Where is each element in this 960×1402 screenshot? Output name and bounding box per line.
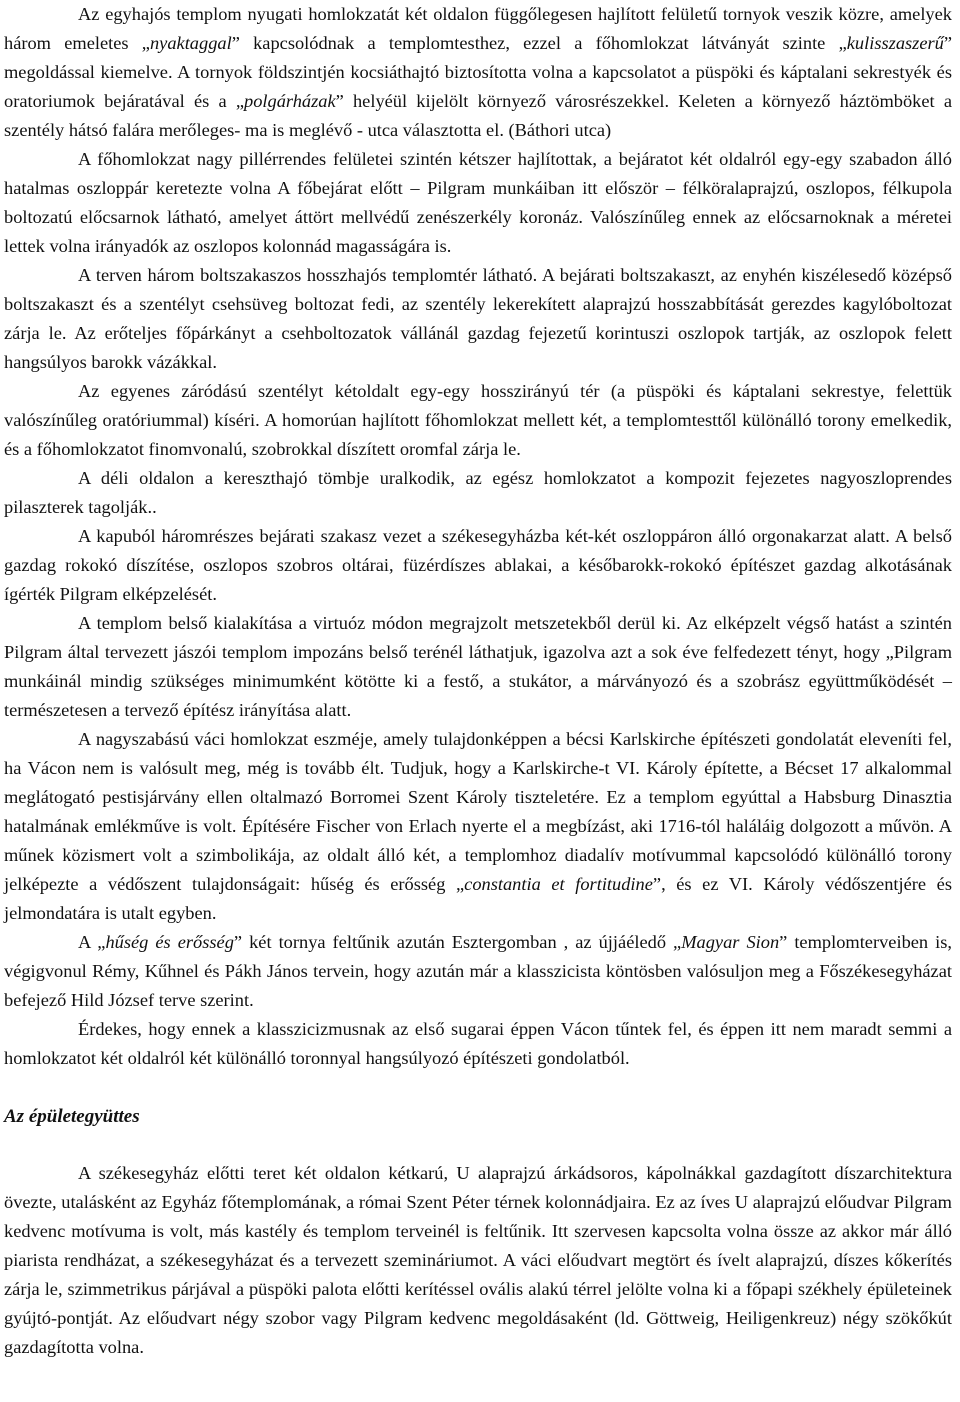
italic-text: constantia et fortitudine — [464, 874, 653, 894]
text-run: Az egyhajós templom nyugati homlokzatát két oldalon függőlegesen hajlított felületű tornyok veszik közre, amelyek három emeletes „ — [4, 4, 952, 53]
paragraph — [4, 0, 952, 145]
italic-text: hűség és erősség — [105, 932, 234, 952]
paragraph — [4, 928, 952, 1015]
text-run: ” megoldással kiemelve. A tornyok földszintjén kocsiáthajtó biztosította volna a kapcsolatot a püspöki és káptalani sekrestyék és oratoriumok bejáratával és a „ — [4, 33, 953, 111]
text-run: ” két tornya feltűnik azután Esztergomban , az újjáéledő „ — [233, 932, 682, 952]
italic-text: nyaktaggal — [149, 33, 232, 53]
body-section-1 — [4, 0, 952, 1073]
text-run: A kapuból háromrészes bejárati szakasz vezet a székesegyházba két-két oszloppáron álló orgonakarzat alatt. A belső gazdag rokokó díszítése, oszlopos szobros oltárai, füzérdíszes ablakai, a későbarokk-rokokó építészet gazdag alkotásának ígérték Pilgram elképzelését. — [4, 526, 952, 604]
text-run: A székesegyház előtti teret két oldalon kétkarú, U alaprajzú árkádsoros, kápolnákkal gazdagított díszarchitektura övezte, utalásként az Egyház főtemplomának, a római Szent Péter térnek kolonnádjaira. Ez az íves U alaprajzú előudvar Pilgram kedvenc motívuma is volt, más kastély és templom terveinél is feltűnik. Itt szervesen kapcsolta volna össze az akkor már álló piarista rendházat, a székesegyházat és a tervezett szemináriumot. A váci előudvart megtört és ívelt alaprajzú, díszes kőkerítés zárja le, szimmetrikus párjával a püspöki palota előtti kerítéssel ovális alakú térrel jelölte volna ki a főpapi székhely épületeinek gyújtó-pontját. Az előudvart négy szobor vagy Pilgram kedvenc megoldásaként (ld. Göttweig, Heiligenkreuz) négy szökőkút gazdagította volna. — [4, 1163, 952, 1357]
text-run: A templom belső kialakítása a virtuóz módon megrajzolt metszetekből derül ki. Az elképzelt végső hatást a szintén Pilgram által tervezett jászói templom impozáns belső terénél láthatjuk, igazolva azt a sok éve felfedezett tényt, hogy „Pilgram munkáinál mindig szükséges minimumként kötötte ki a festő, a stukátor, a márványozó és a szobrász együttműködését – természetesen a tervező építész irányítása alatt. — [4, 613, 952, 720]
paragraph — [4, 145, 952, 261]
paragraph — [4, 377, 952, 464]
paragraph — [4, 725, 952, 928]
text-run: Érdekes, hogy ennek a klasszicizmusnak az első sugarai éppen Vácon tűntek fel, és éppen itt nem maradt semmi a homlokzatot két oldalról két különálló toronnyal hangsúlyozó építészeti gondolatból. — [4, 1019, 952, 1068]
paragraph — [4, 1159, 952, 1362]
text-run: ” helyéül kijelölt környező városrészekkel. Keleten a környező háztömböket a szentély hátsó falára merőleges- ma is meglévő - utca választotta el. (Báthori utca) — [4, 91, 952, 140]
text-run: ” kapcsolódnak a templomtesthez, ezzel a főhomlokzat látványát szinte „ — [231, 33, 847, 53]
paragraph — [4, 609, 952, 725]
text-run: ”, és ez VI. Károly védőszentjére és jelmondatára is utalt egyben. — [4, 874, 952, 923]
paragraph — [4, 464, 952, 522]
italic-text: Magyar Sion — [681, 932, 780, 952]
italic-text: polgárházak — [244, 91, 336, 111]
text-run: A nagyszabású váci homlokzat eszméje, amely tulajdonképpen a bécsi Karlskirche építészeti gondolatát eleveníti fel, ha Vácon nem is valósult meg, még is tovább élt. Tudjuk, hogy a Karlskirche-t VI. Károly építette, a Bécset 17 alkalommal meglátogató pestisjárvány ellen oltalmazó Borromei Szent Károly tiszteletére. Ez a templom egyúttal a Habsburg Dinasztia hatalmának emlékműve is volt. Építésére Fischer von Erlach nyerte el a megbízást, aki 1716-tól haláláig dolgozott a művön. A műnek közismert volt a szimbolikája, az oldalt álló két, a templomhoz diadalív motívummal kapcsolódó különálló torony jelképezte a védőszent tulajdonságait: hűség és erősség „ — [4, 729, 952, 894]
text-run: ” templomterveiben is, végigvonul Rémy, Kűhnel és Pákh János tervein, hogy azután már a klasszicista köntösben valósuljon meg a Főszékesegyházat befejező Hild József terve szerint. — [4, 932, 952, 1010]
italic-text: kulisszaszerű — [846, 33, 944, 53]
text-run: A déli oldalon a kereszthajó tömbje uralkodik, az egész homlokzatot a kompozit fejezetes nagyoszloprendes pilaszterek tagolják.. — [4, 468, 952, 517]
section-heading: Az épületegyüttes — [4, 1106, 140, 1127]
paragraph — [4, 1015, 952, 1073]
text-run: A terven három boltszakaszos hosszhajós templomtér látható. A bejárati boltszakaszt, az enyhén kiszélesedő középső boltszakaszt és a szentélyt csehsüveg boltozat fedi, az szentély lekerekített alaprajzú hosszabbítását gerezdes kagylóboltozat zárja le. Az erőteljes főpárkányt a csehboltozatok vállánál gazdag fejezetű korintuszi oszlopok tartják, az oszlopok felett hangsúlyos barokk vázákkal. — [4, 265, 952, 372]
text-run: A „ — [78, 932, 106, 952]
paragraph — [4, 522, 952, 609]
text-run: Az egyenes záródású szentélyt kétoldalt egy-egy hosszirányú tér (a püspöki és káptalani sekrestye, felettük valószínűleg oratóriummal) kíséri. A homorúan hajlított főhomlokzat mellett két, a templomtesttől különálló torony emelkedik, és a főhomlokzatot finomvonalú, szobrokkal díszített oromfal zárja le. — [4, 381, 952, 459]
paragraph — [4, 261, 952, 377]
body-section-2 — [4, 1159, 952, 1362]
text-run: A főhomlokzat nagy pillérrendes felületei szintén kétszer hajlítottak, a bejáratot két oldalról egy-egy szabadon álló hatalmas oszloppár keretezte volna A főbejárat előtt – Pilgram munkáiban itt először – félköralaprajzú, oszlopos, félkupola boltozatú előcsarnok látható, amelyet áttört mellvédű zenészerkély koronáz. Valószínűleg ennek az előcsarnoknak a méretei lettek volna irányadók az oszlopos kolonnád magasságára is. — [4, 149, 952, 256]
